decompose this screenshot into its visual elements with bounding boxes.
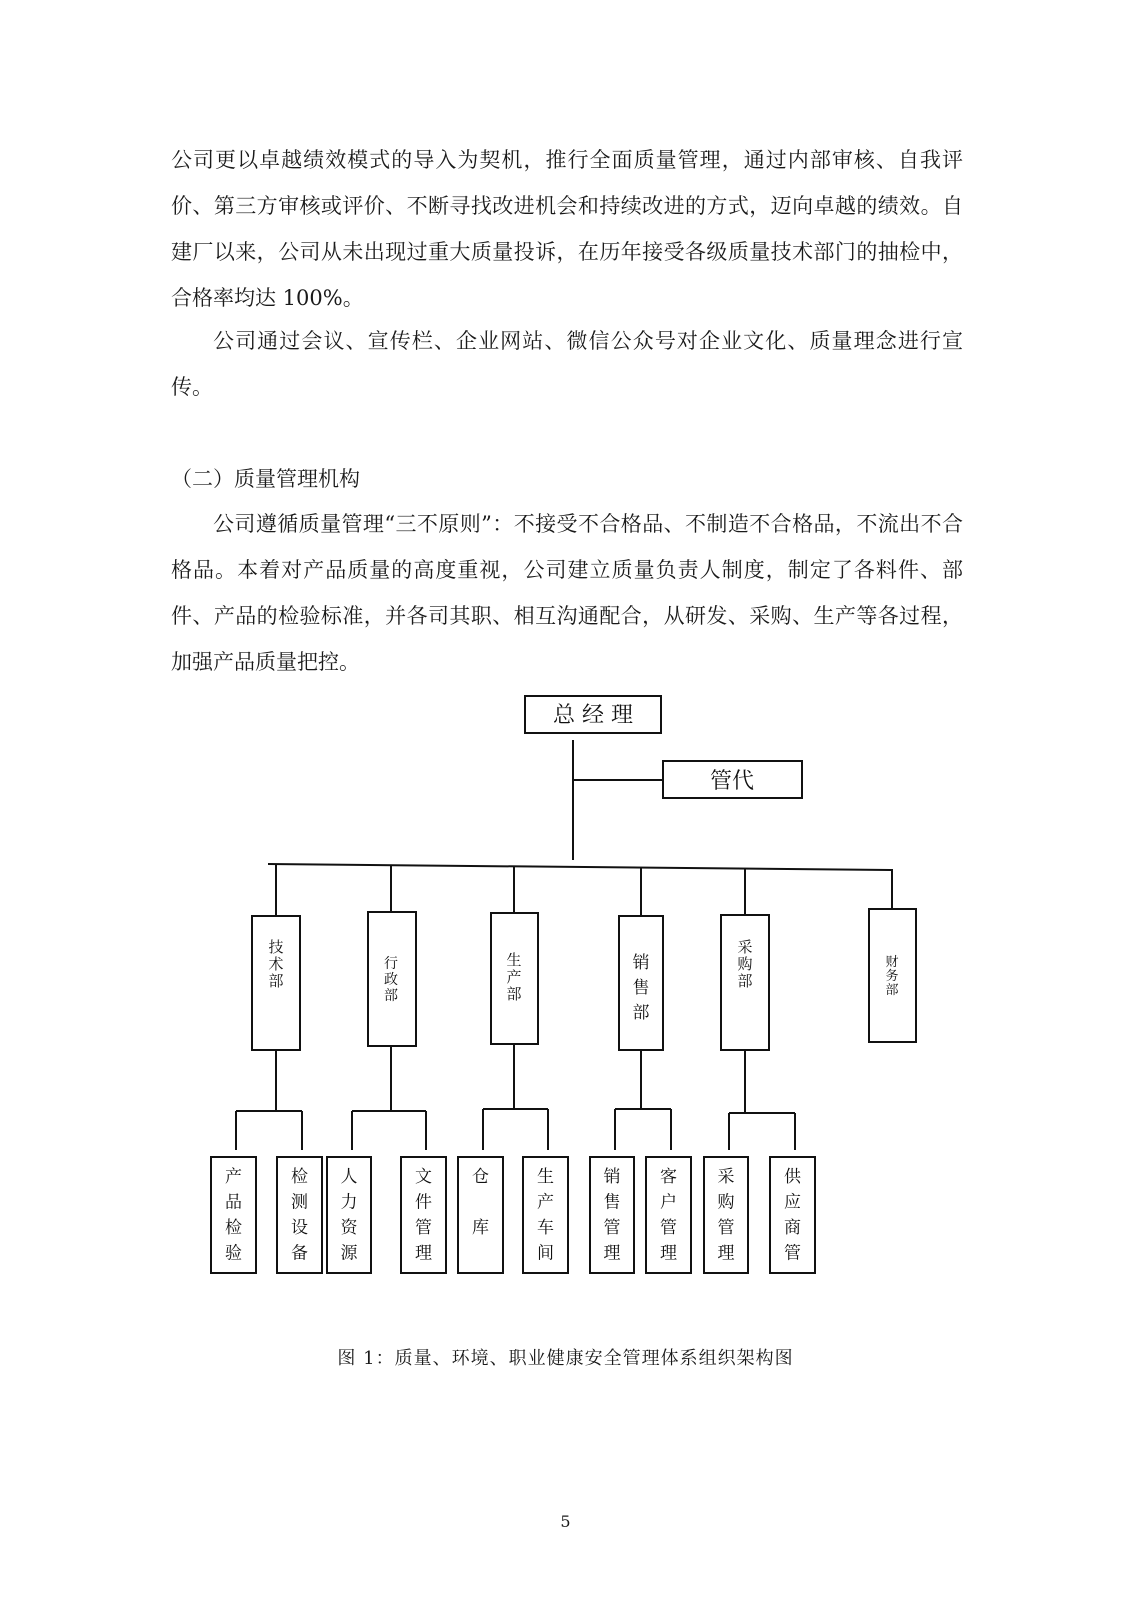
sub-label-tech-1-2: 设 xyxy=(291,1218,308,1238)
department-bus xyxy=(268,864,893,870)
sub-label-purchase-0-1: 购 xyxy=(717,1192,735,1213)
sub-label-purchase-0-3: 理 xyxy=(717,1243,735,1264)
paragraph-3-text: 公司遵循质量管理“三不原则”：不接受不合格品、不制造不合格品，不流出不合格品。本着对产品质量的高度重视，公司建立质量负责人制度，制定了各料件、部件、产品的检验标准，并各司其职、相互沟通配合，从研发、采购、生产等各过程，加强产品质量把控。 xyxy=(171,512,963,674)
dept-label-tech-1: 术 xyxy=(268,955,284,973)
sub-label-tech-0-3: 验 xyxy=(225,1243,242,1264)
dept-label-finance-1: 务 xyxy=(885,969,899,984)
sub-label-purchase-0-2: 管 xyxy=(717,1218,735,1238)
sub-label-tech-0-0: 产 xyxy=(225,1167,242,1187)
sub-label-prod-1-1: 产 xyxy=(537,1192,554,1213)
sub-label-sales-0-1: 售 xyxy=(603,1192,621,1213)
dept-label-admin-0: 行 xyxy=(384,956,398,972)
section-heading-text: （二）质量管理机构 xyxy=(171,467,360,491)
sub-label-admin-0-0: 人 xyxy=(340,1167,358,1187)
page-number: 5 xyxy=(560,1512,571,1531)
sub-label-tech-1-3: 备 xyxy=(291,1243,308,1264)
management-rep-label: 管代 xyxy=(709,769,755,794)
sub-label-prod-1-2: 车 xyxy=(537,1218,554,1238)
dept-label-sales-2: 部 xyxy=(632,1003,650,1023)
dept-label-tech-0: 技 xyxy=(268,938,284,956)
sub-label-sales-1-2: 管 xyxy=(660,1218,677,1238)
dept-label-admin-1: 政 xyxy=(384,972,398,988)
sub-label-admin-0-2: 资 xyxy=(340,1218,358,1238)
sub-label-admin-1-3: 理 xyxy=(415,1243,432,1264)
sub-label-sales-0-2: 管 xyxy=(603,1218,621,1238)
sub-label-purchase-1-1: 应 xyxy=(784,1192,801,1213)
general-manager-label: 总 经 理 xyxy=(553,703,633,728)
sub-label-purchase-0-0: 采 xyxy=(717,1167,735,1187)
sub-label-admin-1-2: 管 xyxy=(415,1218,432,1238)
sub-label-prod-0-1: 库 xyxy=(472,1218,489,1238)
figure-caption: 图 1：质量、环境、职业健康安全管理体系组织架构图 xyxy=(337,1348,794,1369)
sub-label-sales-1-1: 户 xyxy=(660,1192,677,1213)
dept-label-purchase-2: 部 xyxy=(737,972,753,990)
sub-label-admin-1-1: 件 xyxy=(415,1192,432,1213)
dept-label-sales-0: 销 xyxy=(632,953,650,973)
dept-label-prod-1: 产 xyxy=(506,968,522,986)
sub-label-sales-1-0: 客 xyxy=(660,1167,677,1187)
sub-label-prod-0-0: 仓 xyxy=(472,1167,489,1187)
sub-label-sales-1-3: 理 xyxy=(660,1243,677,1264)
dept-label-prod-0: 生 xyxy=(506,951,522,969)
sub-label-sales-0-0: 销 xyxy=(603,1167,621,1187)
sub-label-prod-1-3: 间 xyxy=(537,1243,554,1264)
dept-label-purchase-1: 购 xyxy=(737,955,753,973)
sub-label-admin-1-0: 文 xyxy=(415,1167,432,1187)
sub-label-tech-0-1: 品 xyxy=(225,1192,242,1213)
sub-label-admin-0-3: 源 xyxy=(340,1243,358,1264)
dept-label-tech-2: 部 xyxy=(268,972,284,990)
dept-label-admin-2: 部 xyxy=(384,988,398,1004)
sub-label-tech-1-0: 检 xyxy=(291,1167,308,1187)
paragraph-2-text: 公司通过会议、宣传栏、企业网站、微信公众号对企业文化、质量理念进行宣传。 xyxy=(171,329,963,399)
sub-label-admin-0-1: 力 xyxy=(340,1192,358,1213)
dept-label-purchase-0: 采 xyxy=(737,938,753,956)
dept-label-finance-2: 部 xyxy=(885,983,899,998)
dept-label-finance-0: 财 xyxy=(885,955,899,970)
sub-label-purchase-1-0: 供 xyxy=(784,1167,801,1187)
paragraph-1-text: 公司更以卓越绩效模式的导入为契机，推行全面质量管理，通过内部审核、自我评价、第三方审核或评价、不断寻找改进机会和持续改进的方式，迈向卓越的绩效。自建厂以来，公司从未出现过重大质量投诉，在历年接受各级质量技术部门的抽检中，合格率均达 100%。 xyxy=(171,148,963,310)
dept-label-sales-1: 售 xyxy=(632,978,650,998)
sub-label-sales-0-3: 理 xyxy=(603,1243,621,1264)
sub-label-purchase-1-2: 商 xyxy=(784,1218,801,1238)
dept-label-prod-2: 部 xyxy=(506,985,522,1003)
sub-label-tech-1-1: 测 xyxy=(291,1192,308,1213)
sub-label-tech-0-2: 检 xyxy=(225,1218,242,1238)
sub-label-prod-1-0: 生 xyxy=(537,1167,554,1187)
sub-label-purchase-1-3: 管 xyxy=(784,1243,801,1264)
